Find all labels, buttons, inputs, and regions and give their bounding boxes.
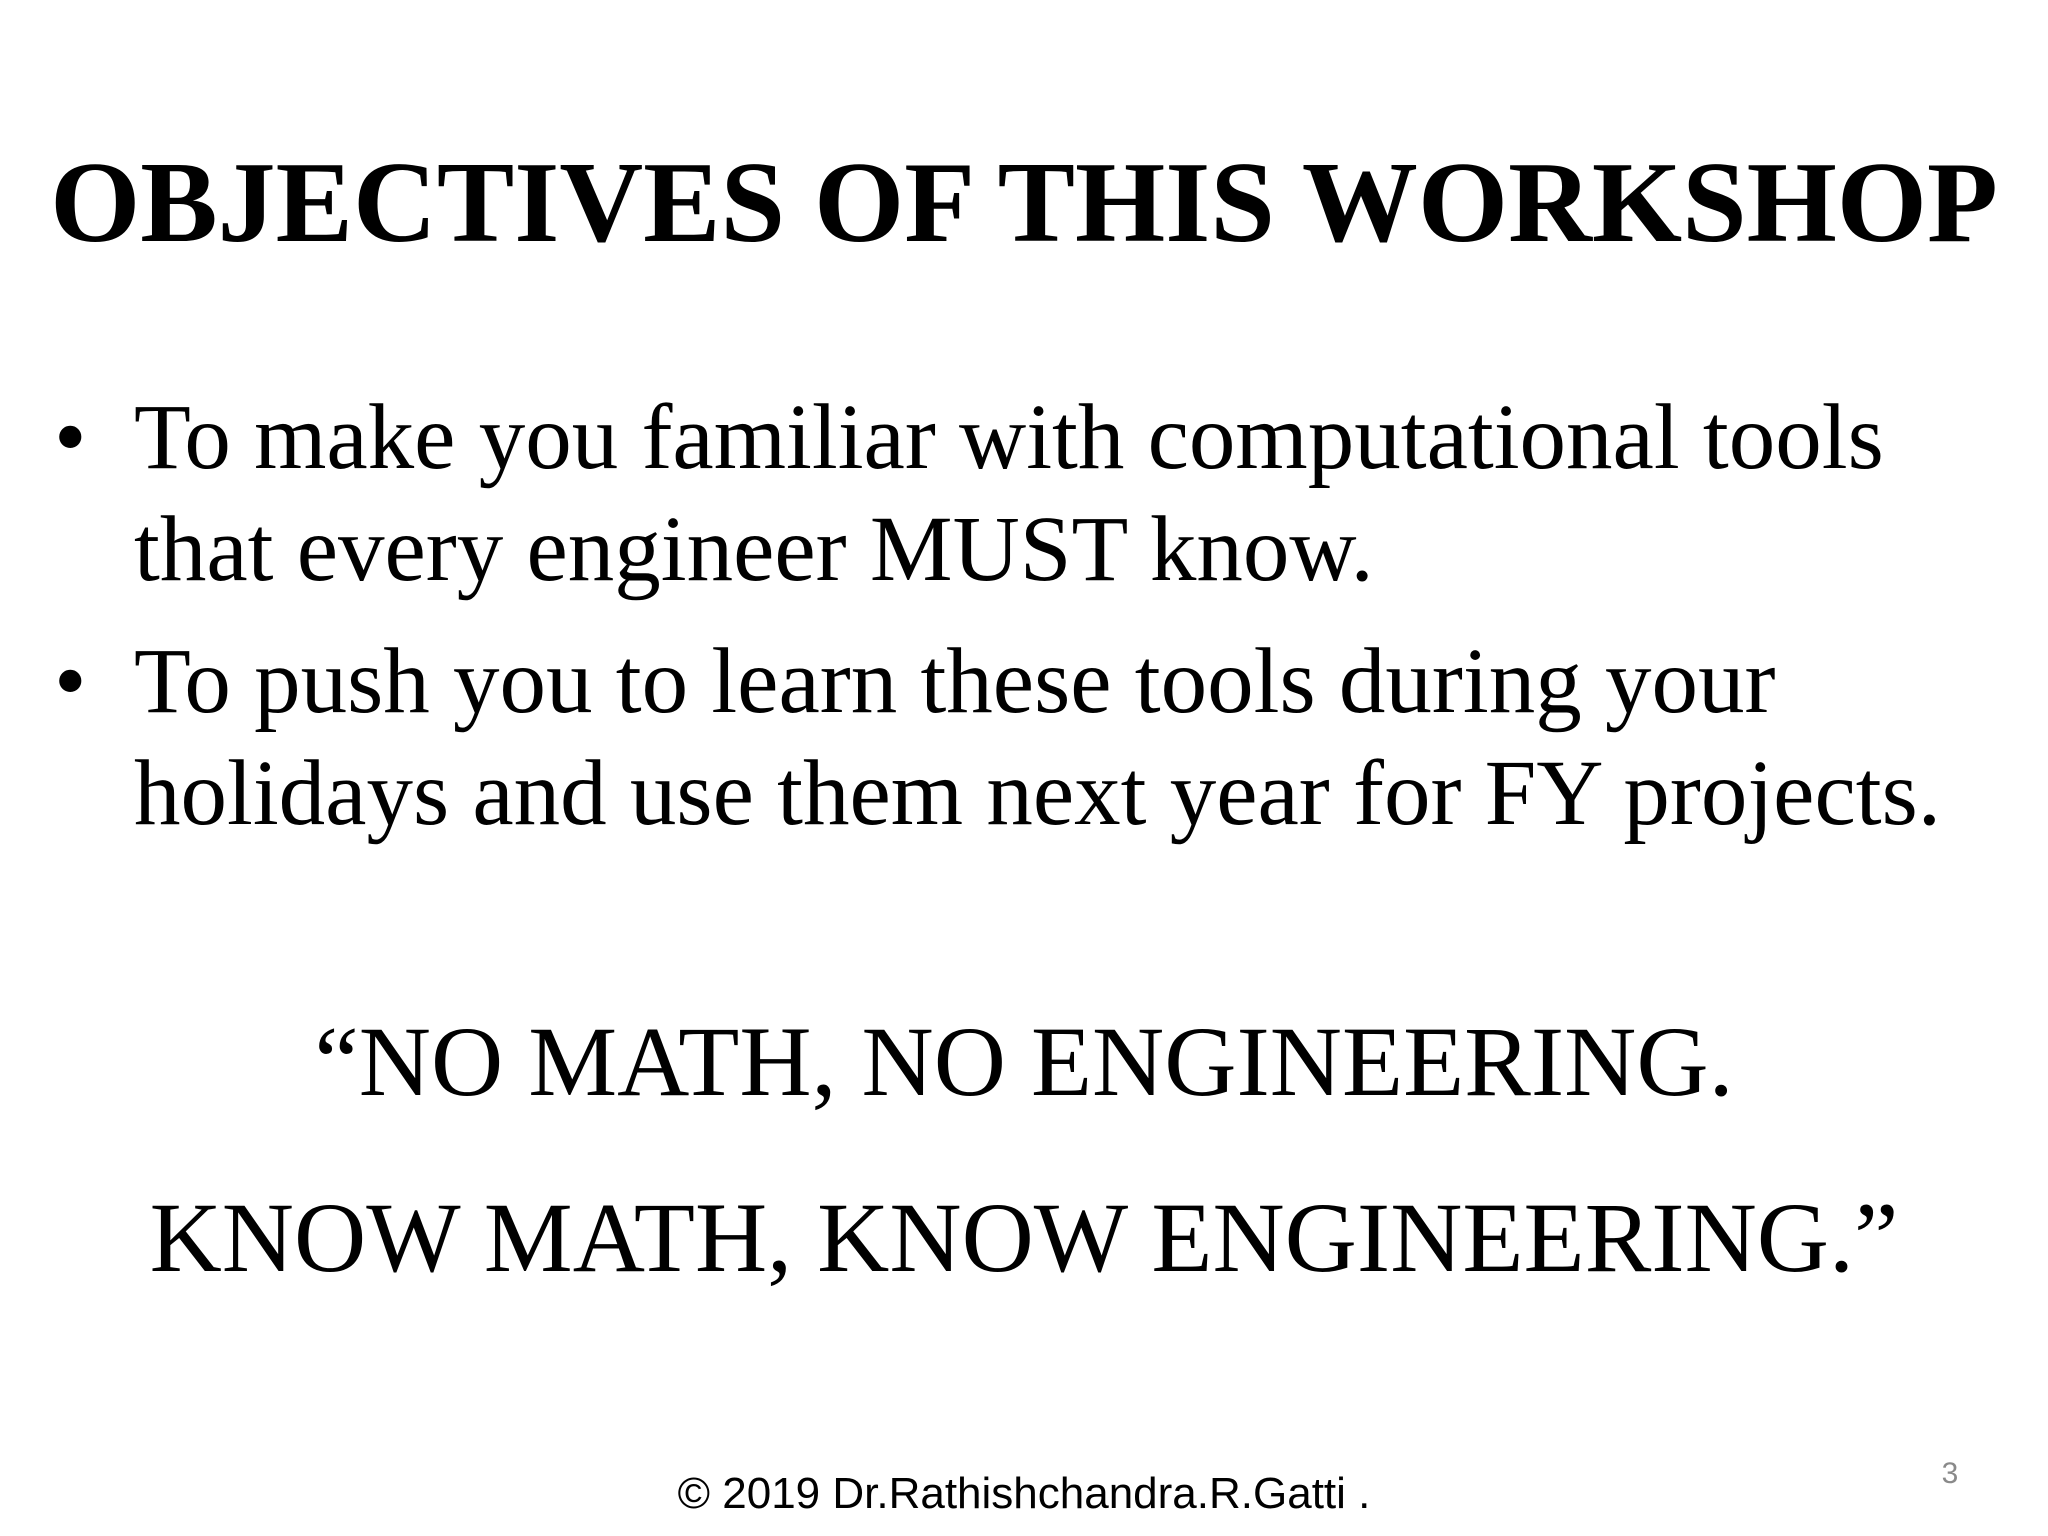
bullet-item [54,382,2014,606]
bullet-line: To push you to learn these tools during your [134,630,1776,733]
bullet-list [54,382,2014,870]
bullet-line: that every engineer MUST know. [134,498,1374,601]
bullet-line: To make you familiar with computational tools [134,386,1884,489]
quote-line: “NO MATH, NO ENGINEERING. [314,1006,1734,1117]
copyright-footer: © 2019 Dr.Rathishchandra.R.Gatti . [677,1469,1371,1518]
bullet-dot-icon: • [54,630,87,733]
slide-title: OBJECTIVES OF THIS WORKSHOP [50,139,1998,267]
bullet-dot-icon: • [54,386,87,489]
slide-number: 3 [1941,1457,1959,1490]
bullet-line: holidays and use them next year for FY projects. [134,742,1942,845]
bullet-item [54,626,2014,850]
quote-line: KNOW MATH, KNOW ENGINEERING.” [149,1182,1899,1293]
